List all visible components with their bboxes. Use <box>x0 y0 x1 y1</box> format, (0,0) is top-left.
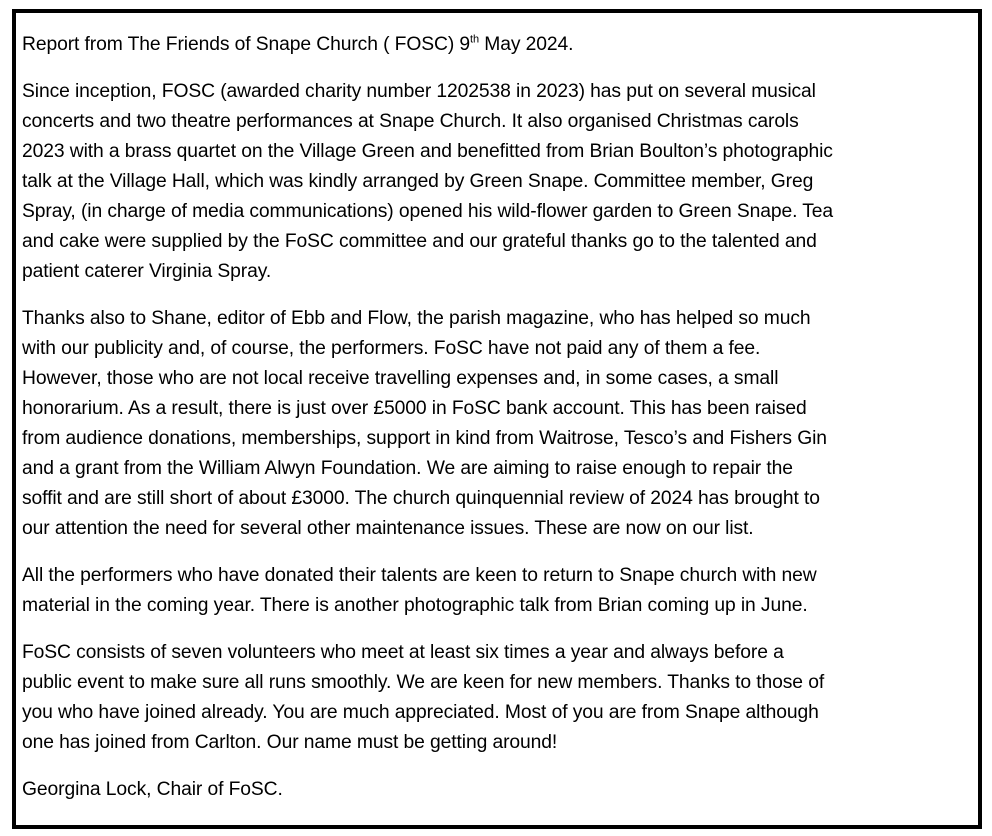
paragraph-performers <box>22 561 972 621</box>
report-title-text-end: May 2024. <box>479 34 574 55</box>
text-line: However, those who are not local receive travelling expenses and, in some cases, a small <box>22 368 779 389</box>
text-line: from audience donations, memberships, support in kind from Waitrose, Tesco’s and Fishers Gin <box>22 428 827 449</box>
signature-line <box>22 775 972 805</box>
report-title <box>22 30 972 60</box>
text-line: you who have joined already. You are much appreciated. Most of you are from Snape although <box>22 702 819 723</box>
signature-text: Georgina Lock, Chair of FoSC. <box>22 779 283 800</box>
document-frame <box>12 9 982 829</box>
text-line: with our publicity and, of course, the performers. FoSC have not paid any of them a fee. <box>22 338 761 359</box>
paragraph-activities <box>22 77 972 287</box>
text-line: 2023 with a brass quartet on the Village Green and benefitted from Brian Boulton’s photographic <box>22 141 833 162</box>
paragraph-volunteers <box>22 638 972 758</box>
text-line: Spray, (in charge of media communications) opened his wild-flower garden to Green Snape. Tea <box>22 201 834 222</box>
text-line: concerts and two theatre performances at Snape Church. It also organised Christmas carols <box>22 111 799 132</box>
text-line: public event to make sure all runs smoothly. We are keen for new members. Thanks to those of <box>22 672 825 693</box>
text-line: soffit and are still short of about £3000. The church quinquennial review of 2024 has brought to <box>22 488 820 509</box>
report-title-text: Report from The Friends of Snape Church ( FOSC) 9 <box>22 34 471 55</box>
text-line: material in the coming year. There is another photographic talk from Brian coming up in June. <box>22 595 808 616</box>
text-line: honorarium. As a result, there is just over £5000 in FoSC bank account. This has been raised <box>22 398 807 419</box>
text-line: one has joined from Carlton. Our name must be getting around! <box>22 732 558 753</box>
report-body <box>22 30 972 822</box>
text-line: Thanks also to Shane, editor of Ebb and Flow, the parish magazine, who has helped so much <box>22 308 811 329</box>
text-line: and a grant from the William Alwyn Foundation. We are aiming to raise enough to repair the <box>22 458 793 479</box>
text-line: FoSC consists of seven volunteers who meet at least six times a year and always before a <box>22 642 784 663</box>
paragraph-thanks-finances <box>22 304 972 544</box>
text-line: talk at the Village Hall, which was kindly arranged by Green Snape. Committee member, Greg <box>22 171 814 192</box>
text-line: and cake were supplied by the FoSC committee and our grateful thanks go to the talented and <box>22 231 817 252</box>
text-line: All the performers who have donated their talents are keen to return to Snape church with new <box>22 565 817 586</box>
text-line: our attention the need for several other maintenance issues. These are now on our list. <box>22 518 754 539</box>
report-title-ordinal-suffix: th <box>470 33 480 46</box>
text-line: Since inception, FOSC (awarded charity number 1202538 in 2023) has put on several musical <box>22 81 816 102</box>
text-line: patient caterer Virginia Spray. <box>22 261 272 282</box>
